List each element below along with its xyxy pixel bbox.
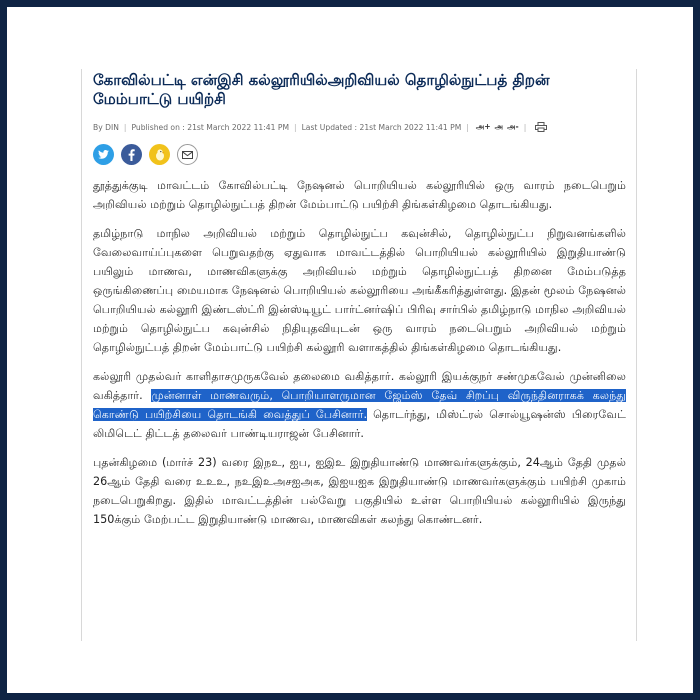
meta-separator: |: [466, 122, 469, 132]
highlighted-text: முன்னாள் மாணவரும், பொறியாளருமான ஜேம்ஸ் தேவ் சிறப்பு விருந்தினராகக் கலந்து கொண்டு பயிற்சியை தொடங்கி வைத்துப் பேசினார்.: [93, 389, 627, 421]
font-size-controls: [476, 122, 519, 132]
article-container: [81, 69, 637, 641]
paragraph-text: தொடர்ந்து, மிஸ்ட்ரல் சொல்யூஷன்ஸ் பிரைவேட் லிமிடெட் திட்டத் தலைவர் பாண்டியராஜன் பேசினார்.: [93, 408, 626, 440]
article-paragraph: தமிழ்நாடு மாநில அறிவியல் மற்றும் தொழில்நுட்ப கவுன்சில், தொழில்நுட்ப நிறுவனங்களில் வேலைவாய்ப்புகளை பெறுவதற்கு ஏதுவாக மாவட்டத்தில் பொறியியல் கல்லூரியில் இறுதியாண்டு பயிலும் மாணவ, மாணவிகளுக்கு அறிவியல் மற்றும் தொழில்நுட்பத் திறனை மேம்படுத்த ஒருங்கிணைப்பு மையமாக நேஷனல் பொறியியல் கல்லூரியை அங்கீகரித்துள்ளது. இதன் மூலம் நேஷனல் பொறியியல் கல்லூரி இண்டஸ்ட்ரி இன்ஸ்டியூட் பார்ட்னர்ஷிப் பிரிவு சார்பில் தமிழ்நாடு மாநில அறிவியல் மற்றும் தொழில்நுட்ப கவுன்சில் நிதியுதவியுடன் ஒரு வாரம் நடைபெறும் அறிவியல் மற்றும் தொழில்நுட்பத் திறன் மேம்பாட்டு பயிற்சி கல்லூரி வளாகத்தில் திங்கள்கிழமை தொடங்கியது.: [93, 227, 626, 354]
meta-separator: |: [523, 122, 527, 132]
paragraph-text: கல்லூரி முதல்வர் காளிதாசமுருகவேல் தலைமை வகித்தார். கல்லூரி இயக்குநர் சண்முகவேல் முன்னிலை வகித்தார்.: [93, 370, 626, 402]
twitter-share-button[interactable]: [93, 144, 114, 165]
article-meta: [93, 121, 626, 133]
facebook-icon: [128, 149, 135, 161]
koo-icon: [154, 148, 166, 162]
font-reset-button[interactable]: அ: [494, 122, 504, 131]
author-byline[interactable]: By DIN: [93, 122, 119, 132]
article-headline: கோவில்பட்டி என்இசி கல்லூரியில்அறிவியல் தொழில்நுட்பத் திறன் மேம்பாட்டு பயிற்சி: [93, 71, 550, 108]
font-decrease-button[interactable]: அ-: [507, 122, 519, 131]
article-paragraph: [93, 367, 626, 443]
mail-icon: [182, 151, 193, 159]
updated-date: Last Updated : 21st March 2022 11:41 PM: [301, 122, 462, 132]
koo-share-button[interactable]: [149, 144, 170, 165]
twitter-icon: [98, 150, 109, 159]
published-date: Published on : 21st March 2022 11:41 PM: [131, 122, 290, 132]
article-body: [93, 176, 626, 529]
print-icon[interactable]: [535, 122, 547, 132]
article-paragraph: புதன்கிழமை (மார்ச் 23) வரை இநஉ, ஐப, ஐஇஉ இறுதியாண்டு மாணவர்களுக்கும், 24ஆம் தேதி முதல் 26ஆம் தேதி வரை உஉஉ, நஉஇஉஅசஐஅக, இஐயஐக இறுதியாண்டு மாணவர்களுக்கும் பயிற்சி முகாம் நடைபெறுகிறது. இதில் மாவட்டத்தின் பல்வேறு பகுதியில் உள்ள பொறியியல் கல்லூரியில் இருந்து 150க்கும் மேற்பட்ட இறுதியாண்டு மாணவ, மாணவிகள் கலந்து கொண்டனர்.: [93, 456, 626, 526]
share-bar: [93, 144, 626, 166]
email-share-button[interactable]: [177, 144, 198, 165]
font-increase-button[interactable]: அ+: [475, 122, 491, 131]
facebook-share-button[interactable]: [121, 144, 142, 165]
meta-separator: |: [123, 122, 127, 132]
meta-separator: |: [294, 122, 297, 132]
article-paragraph: தூத்துக்குடி மாவட்டம் கோவில்பட்டி நேஷனல் பொறியியல் கல்லூரியில் ஒரு வாரம் நடைபெறும் அறிவியல் மற்றும் தொழில்நுட்பத் திறன் மேம்பாட்டு பயிற்சி திங்கள்கிழமை தொடங்கியது.: [93, 179, 626, 211]
